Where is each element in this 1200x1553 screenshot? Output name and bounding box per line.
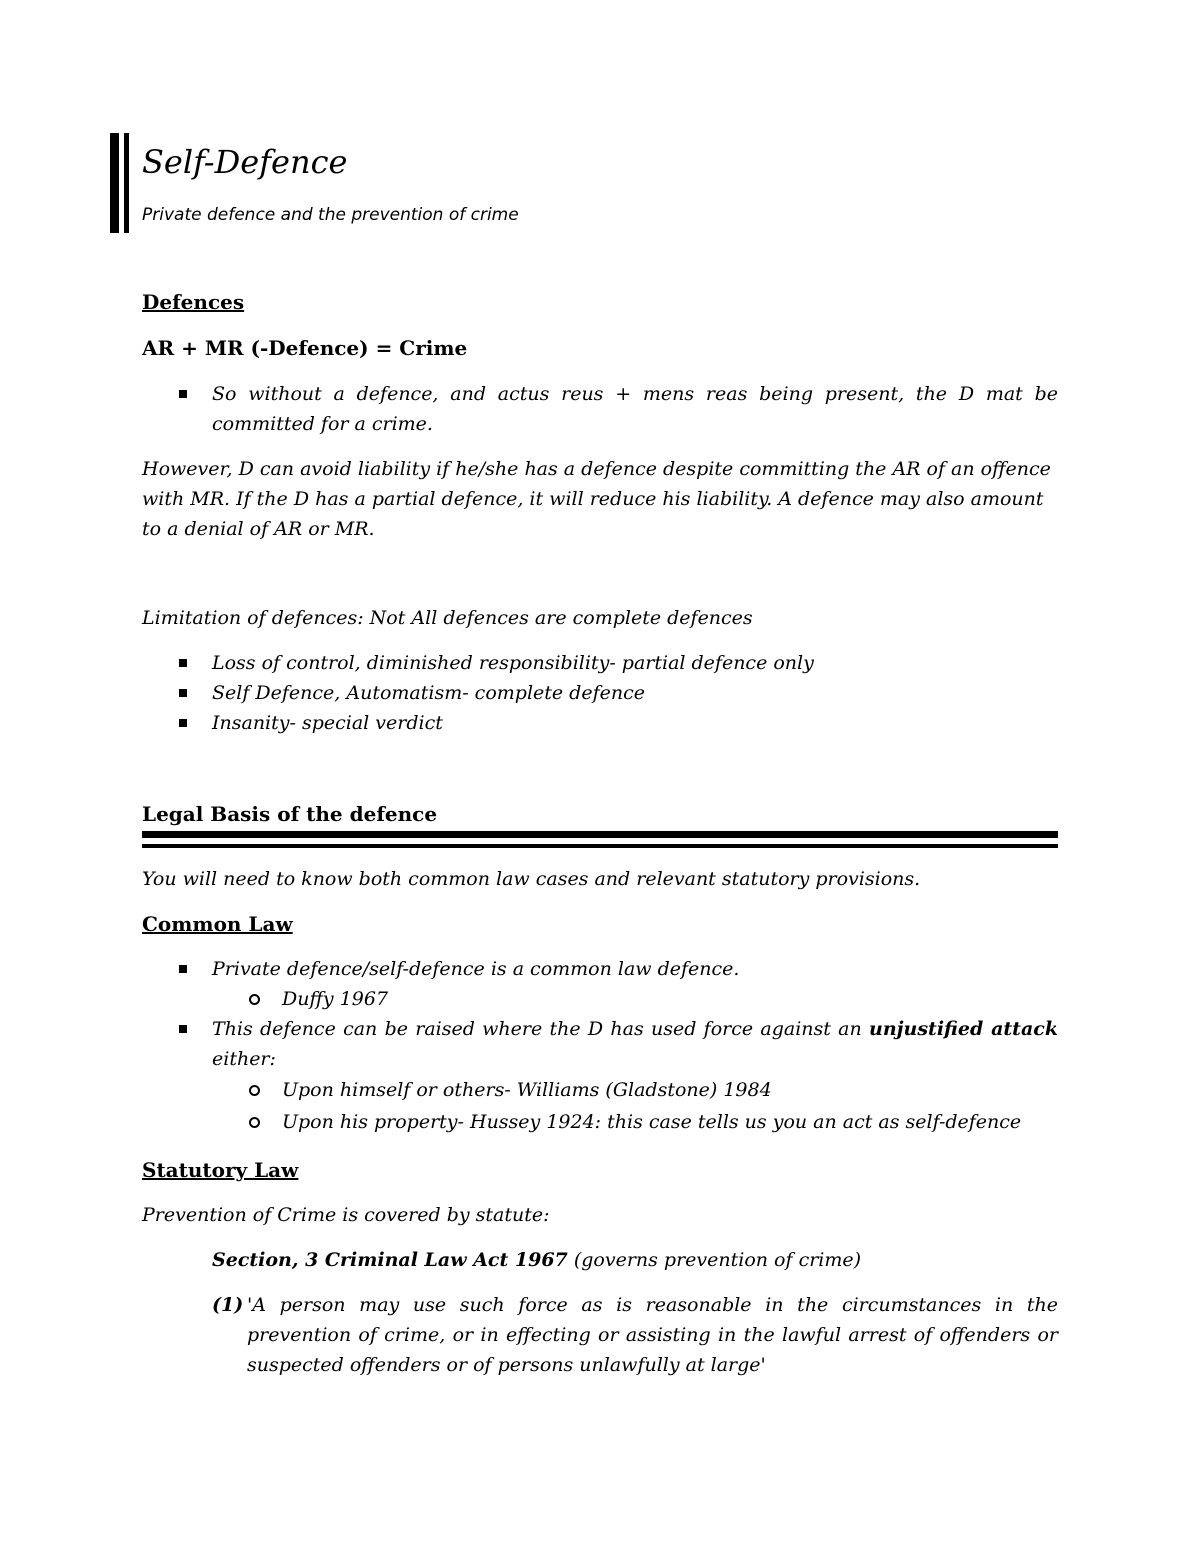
square-bullet-icon — [179, 659, 187, 667]
defences-heading: Defences — [142, 290, 245, 314]
common-law-bullet-2: This defence can be raised where the D has used force against an unjustified attack either: — [212, 1018, 1058, 1070]
circle-bullet-icon — [249, 1085, 260, 1096]
common-law-heading: Common Law — [142, 912, 293, 936]
square-bullet-icon — [179, 719, 187, 727]
clause-number: (1) — [212, 1294, 244, 1316]
statutory-intro: Prevention of Crime is covered by statute: — [142, 1204, 550, 1226]
title-bar-thick — [110, 133, 119, 233]
legal-basis-heading: Legal Basis of the defence — [142, 802, 438, 826]
legal-basis-intro: You will need to know both common law cases and relevant statutory provisions. — [142, 868, 921, 890]
common-law-sub-3: Upon his property- Hussey 1924: this case tells us you an act as self-defence — [282, 1111, 1022, 1133]
square-bullet-icon — [179, 390, 187, 398]
defences-bullet-1: So without a defence, and actus reus + mens reas being present, the D mat be committed for a crime. — [212, 383, 1058, 435]
common-law-bullet-1: Private defence/self-defence is a common law defence. — [212, 958, 740, 980]
statute-section-line: Section, 3 Criminal Law Act 1967 (governs prevention of crime) — [212, 1249, 862, 1271]
defences-paragraph: However, D can avoid liability if he/she has a defence despite committing the AR of an offence with MR. If the D has a partial defence, it will reduce his liability. A defence may also amount to a denial of AR or MR. — [142, 458, 1051, 540]
statutory-law-heading: Statutory Law — [142, 1158, 299, 1182]
circle-bullet-icon — [249, 994, 260, 1005]
square-bullet-icon — [179, 965, 187, 973]
page-title: Self-Defence — [142, 143, 348, 181]
heading-rule-thick — [142, 831, 1058, 838]
common-law-sub-1: Duffy 1967 — [282, 988, 389, 1010]
limitation-item-2: Self Defence, Automatism- complete defence — [212, 682, 645, 704]
title-bar-thin — [124, 133, 129, 233]
defences-formula: AR + MR (-Defence) = Crime — [142, 336, 468, 360]
limitation-item-3: Insanity- special verdict — [212, 712, 443, 734]
square-bullet-icon — [179, 689, 187, 697]
circle-bullet-icon — [249, 1117, 260, 1128]
square-bullet-icon — [179, 1025, 187, 1033]
heading-rule-thin — [142, 844, 1058, 848]
limitation-item-1: Loss of control, diminished responsibility- partial defence only — [212, 652, 814, 674]
clause-text: 'A person may use such force as is reasonable in the circumstances in the prevention of crime, or in effecting or assisting in the lawful arrest of offenders or suspected offenders or of persons unlawfully at large' — [247, 1294, 1058, 1376]
common-law-sub-2: Upon himself or others- Williams (Gladstone) 1984 — [282, 1079, 772, 1101]
page-subtitle: Private defence and the prevention of crime — [142, 205, 519, 225]
limitation-line: Limitation of defences: Not All defences are complete defences — [142, 607, 753, 629]
